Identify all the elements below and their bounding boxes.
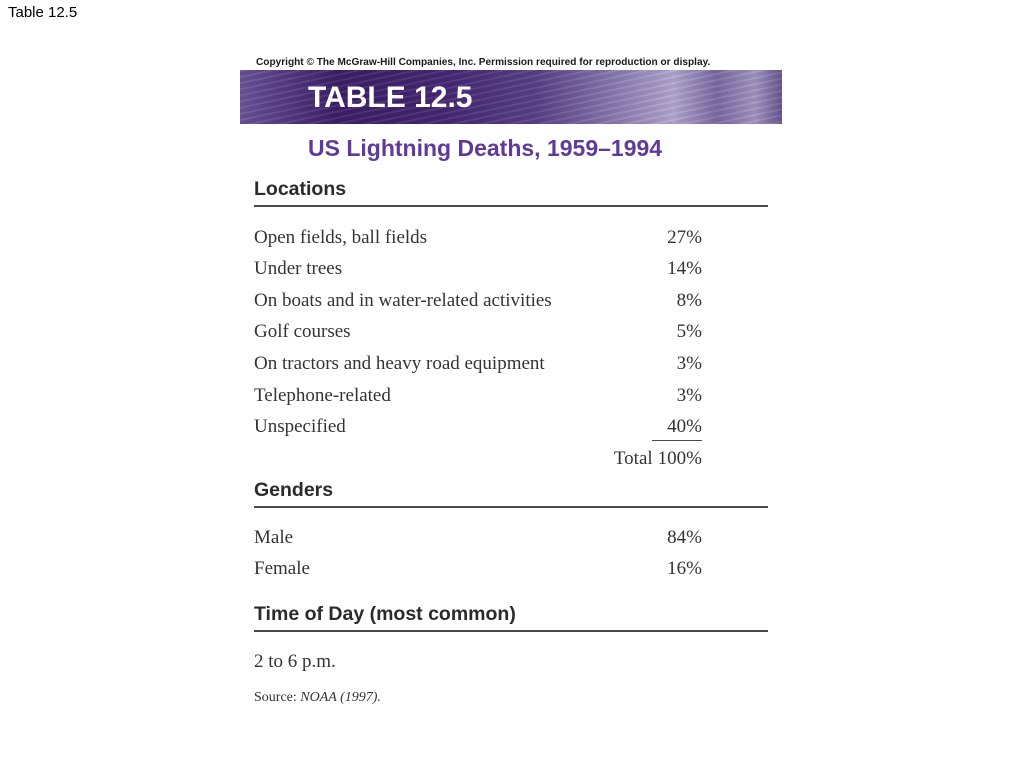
location-row [254, 258, 702, 280]
total-label: Total [613, 448, 653, 469]
gender-value: 16% [667, 558, 702, 579]
table-banner [240, 70, 782, 124]
location-label: Unspecified [254, 416, 346, 437]
location-value: 40% [667, 416, 702, 437]
copyright-notice: Copyright © The McGraw-Hill Companies, Inc. Permission required for reproduction or display. [256, 57, 711, 68]
gender-value: 84% [667, 527, 702, 548]
slide-title: Table 12.5 [8, 4, 78, 21]
gender-label: Male [254, 527, 294, 548]
locations-total-row [254, 448, 702, 470]
location-value: 3% [676, 385, 702, 406]
location-label: Open fields, ball fields [254, 227, 428, 248]
location-value: 8% [676, 290, 702, 311]
table-title: US Lightning Deaths, 1959–1994 [308, 135, 663, 161]
genders-rule [254, 506, 768, 508]
gender-label: Female [254, 558, 310, 579]
genders-heading: Genders [254, 479, 334, 501]
location-value: 3% [676, 353, 702, 374]
location-label: Under trees [254, 258, 343, 279]
gender-row [254, 558, 702, 580]
location-value: 27% [667, 227, 702, 248]
source-note [254, 690, 381, 706]
locations-heading: Locations [254, 178, 347, 200]
location-label: Telephone-related [254, 385, 391, 406]
location-row [254, 290, 702, 312]
total-underline [652, 440, 702, 441]
location-label: Golf courses [254, 321, 351, 342]
location-row [254, 321, 702, 343]
source-citation: NOAA (1997). [300, 690, 381, 705]
time-of-day-rule [254, 630, 768, 632]
location-row [254, 385, 702, 407]
location-value: 14% [667, 258, 702, 279]
table-label: TABLE 12.5 [308, 81, 473, 114]
location-value: 5% [676, 321, 702, 342]
locations-rule [254, 205, 768, 207]
location-label: On boats and in water-related activities [254, 290, 552, 311]
gender-row [254, 527, 702, 549]
location-row [254, 416, 702, 438]
location-row [254, 353, 702, 375]
time-of-day-value: 2 to 6 p.m. [254, 651, 336, 672]
location-row [254, 227, 702, 249]
source-prefix: Source: [254, 690, 297, 705]
total-value: 100% [657, 448, 702, 469]
time-of-day-heading: Time of Day (most common) [254, 603, 516, 625]
location-label: On tractors and heavy road equipment [254, 353, 545, 374]
